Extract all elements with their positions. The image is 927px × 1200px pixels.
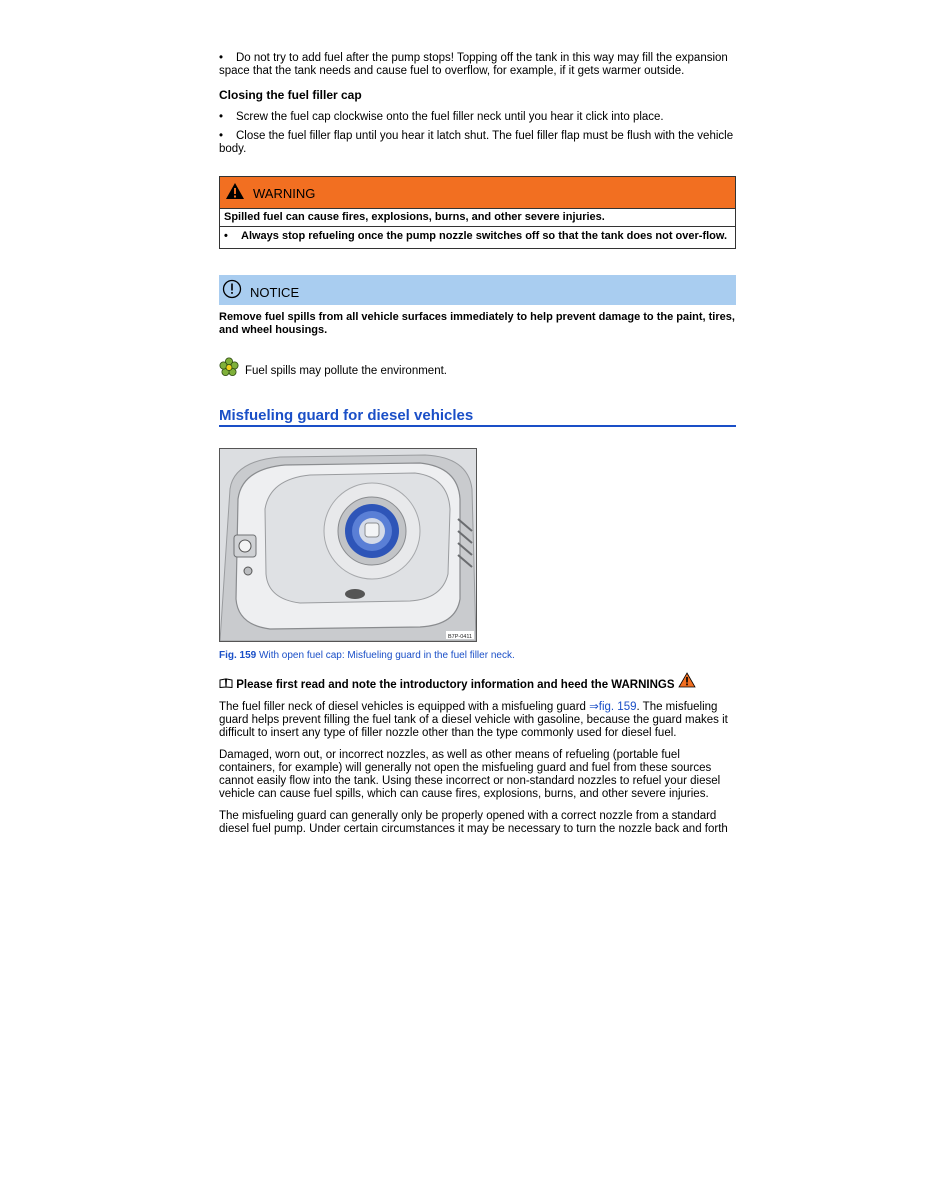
figure-code: B7P-0411: [448, 634, 473, 640]
figure-link[interactable]: ⇒fig. 159: [589, 701, 637, 713]
fuel-filler-illustration: [220, 449, 476, 641]
fuel-filler-figure: [219, 448, 477, 642]
warning-bullet: • Always stop refueling once the pump nozzle switches off so that the tank does not over-flow.: [224, 230, 728, 242]
environment-text: Fuel spills may pollute the environment.: [245, 365, 447, 377]
environment-note: [219, 357, 736, 379]
warning-line: Spilled fuel can cause fires, explosions, burns, and other severe injuries.: [220, 211, 735, 227]
warning-triangle-icon: [225, 182, 245, 204]
notice-text: Remove fuel spills from all vehicle surfaces immediately to help prevent damage to the paint, tires, and wheel housings.: [219, 311, 735, 336]
section-title: Misfueling guard for diesel vehicles: [219, 409, 736, 427]
figure-caption: Fig. 159 With open fuel cap: Misfueling guard in the fuel filler neck.: [219, 650, 515, 661]
warning-header: [220, 177, 735, 209]
notice-header: [219, 275, 736, 305]
read-note: Please first read and note the introductory information and heed the WARNINGS: [219, 672, 736, 692]
list-item: • Screw the fuel cap clockwise onto the fuel filler neck until you hear it click into place.: [219, 111, 664, 123]
body-paragraph: Damaged, worn out, or incorrect nozzles, as well as other means of refueling (portable fuel containers, for example) will generally not open the misfueling guard and fuel from these sources cannot easily flow into the tank. Using these incorrect or non-standard nozzles to refuel your diesel vehicle can cause fuel spills, which can cause fires, explosions, burns, and other severe injuries.: [219, 749, 721, 800]
page-content: [219, 52, 736, 836]
flower-icon: [219, 357, 239, 381]
warning-label: WARNING: [253, 186, 316, 201]
closing-heading: Closing the fuel filler cap: [219, 88, 362, 102]
body-paragraph: The misfueling guard can generally only be properly opened with a correct nozzle from a standard diesel fuel pump. Under certain circumstances it may be necessary to turn the nozzle back and forth: [219, 810, 728, 835]
warning-box: [219, 176, 736, 249]
book-icon: [219, 679, 236, 691]
notice-label: NOTICE: [250, 285, 300, 300]
exclamation-circle-icon: [222, 279, 242, 303]
warning-triangle-icon: [678, 679, 696, 691]
list-item: • Close the fuel filler flap until you hear it latch shut. The fuel filler flap must be flush with the vehicle body.: [219, 130, 734, 155]
body-paragraph: The fuel filler neck of diesel vehicles is equipped with a misfueling guard ⇒fig. 159. The misfueling guard helps prevent filling the fuel tank of a diesel vehicle with gasoline, because the guard makes it difficult to insert any type of filler nozzle other than the type commonly used for diesel fuel.: [219, 701, 728, 739]
warning-body: [220, 209, 735, 248]
list-item: • Do not try to add fuel after the pump stops! Topping off the tank in this way may fill the expansion space that the tank needs and cause fuel to overflow, for example, if it gets warmer outside.: [219, 52, 728, 77]
